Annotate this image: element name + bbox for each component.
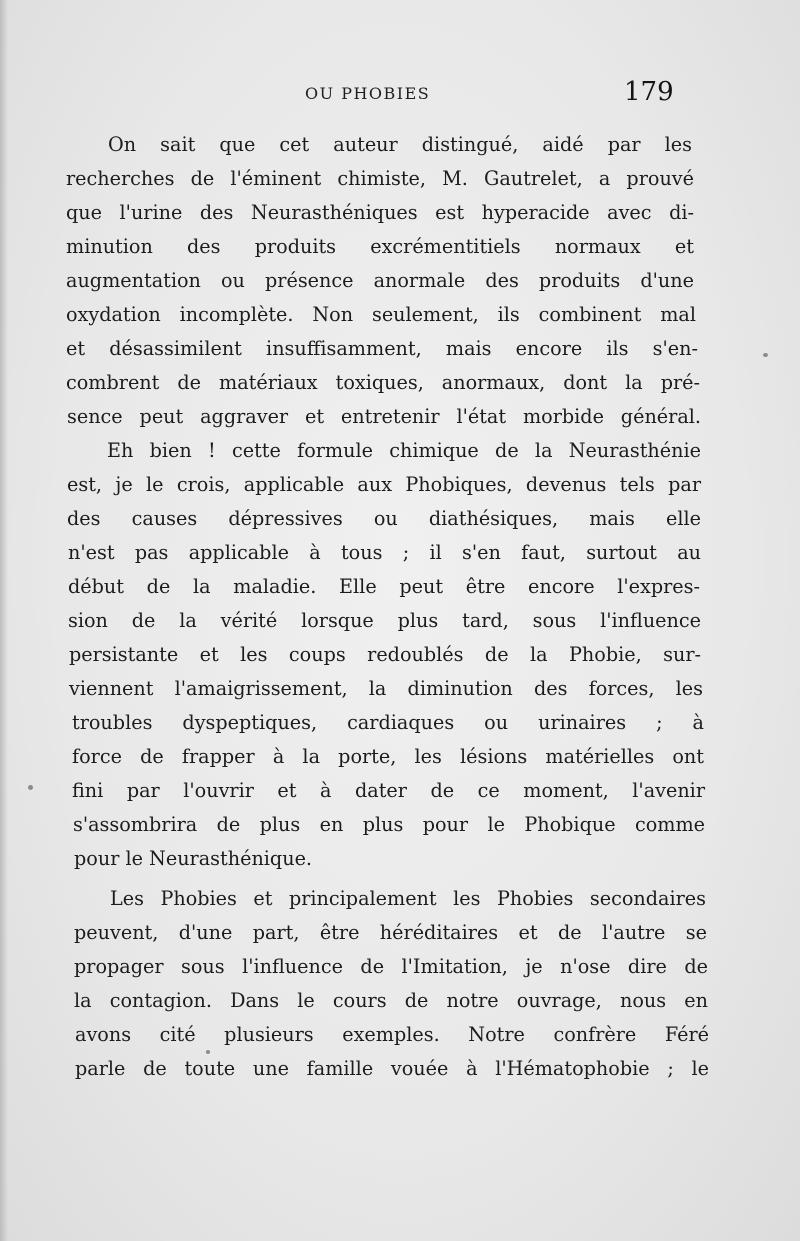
text-line: sion de la vérité lorsque plus tard, sous l'influence bbox=[68, 609, 701, 632]
text-line: propager sous l'influence de l'Imitation, je n'ose dire de bbox=[74, 955, 708, 978]
text-line: minution des produits excrémentitiels normaux et bbox=[66, 235, 694, 258]
text-line: persistante et les coups redoublés de la Phobie, sur- bbox=[69, 643, 701, 666]
text-line: force de frapper à la porte, les lésions matérielles ont bbox=[72, 745, 704, 768]
text-line: est, je le crois, applicable aux Phobiques, devenus tels par bbox=[67, 473, 701, 496]
text-line: On sait que cet auteur distingué, aidé par les bbox=[108, 133, 692, 156]
text-line: pour le Neurasthénique. bbox=[74, 847, 313, 870]
text-line: des causes dépressives ou diathésiques, mais elle bbox=[67, 507, 701, 530]
text-line: que l'urine des Neurasthéniques est hyperacide avec di- bbox=[66, 201, 694, 224]
text-line: peuvent, d'une part, être héréditaires et de l'autre se bbox=[74, 921, 707, 944]
text-line: augmentation ou présence anormale des produits d'une bbox=[66, 269, 694, 292]
text-line: fini par l'ouvrir et à dater de ce moment, l'avenir bbox=[72, 779, 705, 802]
running-header bbox=[0, 77, 800, 110]
text-line: Les Phobies et principalement les Phobies secondaires bbox=[110, 887, 706, 910]
text-line: début de la maladie. Elle peut être encore l'expres- bbox=[68, 575, 700, 598]
text-line: s'assombrira de plus en plus pour le Phobique comme bbox=[73, 813, 705, 836]
paper-speck bbox=[28, 785, 33, 790]
text-line: combrent de matériaux toxiques, anormaux, dont la pré- bbox=[66, 371, 700, 394]
text-line: sence peut aggraver et entretenir l'état morbide général. bbox=[67, 405, 701, 428]
text-line: parle de toute une famille vouée à l'Hématophobie ; le bbox=[75, 1057, 709, 1080]
text-line: oxydation incomplète. Non seulement, ils combinent mal bbox=[66, 303, 696, 326]
text-line: avons cité plusieurs exemples. Notre confrère Féré bbox=[75, 1023, 709, 1046]
text-line: la contagion. Dans le cours de notre ouvrage, nous en bbox=[74, 989, 708, 1012]
page-number: 179 bbox=[624, 77, 674, 107]
page-edge-shadow bbox=[0, 0, 8, 1241]
text-line: recherches de l'éminent chimiste, M. Gautrelet, a prouvé bbox=[66, 167, 694, 190]
paper-speck bbox=[763, 353, 768, 357]
running-title: OU PHOBIES bbox=[305, 84, 431, 103]
paper-speck bbox=[206, 1050, 210, 1054]
text-line: troubles dyspeptiques, cardiaques ou urinaires ; à bbox=[72, 711, 704, 734]
text-line: n'est pas applicable à tous ; il s'en faut, surtout au bbox=[68, 541, 701, 564]
text-line: viennent l'amaigrissement, la diminution des forces, les bbox=[69, 677, 703, 700]
text-line: et désassimilent insuffisamment, mais encore ils s'en- bbox=[66, 337, 698, 360]
text-line: Eh bien ! cette formule chimique de la Neurasthénie bbox=[107, 439, 701, 462]
